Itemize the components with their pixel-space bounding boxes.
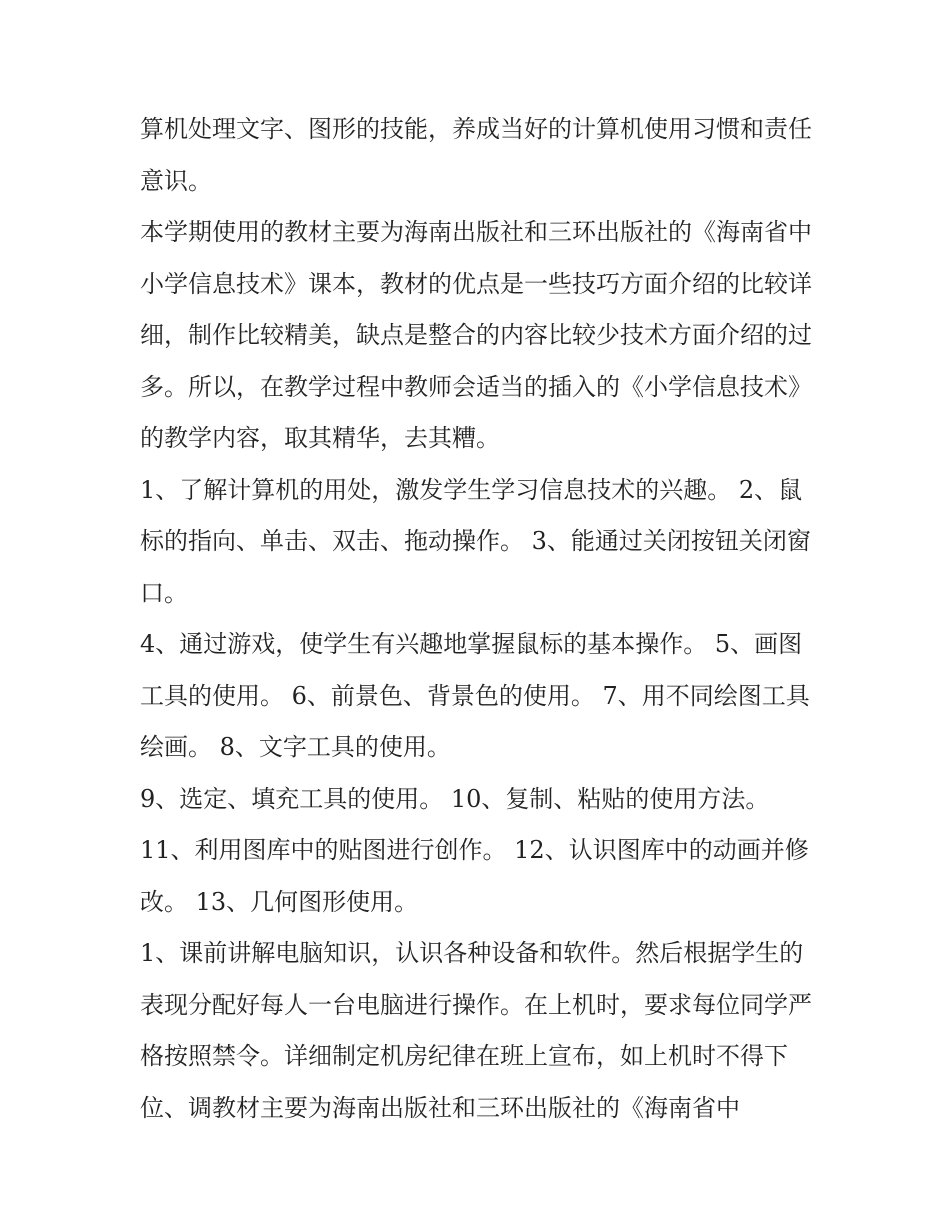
paragraph-5: 9、选定、填充工具的使用。 10、复制、粘贴的使用方法。 <box>140 784 770 813</box>
paragraph-7: 1、课前讲解电脑知识，认识各种设备和软件。然后根据学生的表现分配好每人一台电脑进行操作。在上机时，要求每位同学严格按照禁令。详细制定机房纪律在班上宣布，如上机时不得下位、调教材主要为海南出版社和三环出版社的《海南省中 <box>140 939 812 1122</box>
paragraph-4: 4、通过游戏，使学生有兴趣地掌握鼠标的基本操作。 5、画图工具的使用。 6、前景色、背景色的使用。 7、用不同绘图工具绘画。 8、文字工具的使用。 <box>140 630 810 761</box>
document-body <box>140 104 820 1134</box>
paragraph-2: 本学期使用的教材主要为海南出版社和三环出版社的《海南省中小学信息技术》课本，教材的优点是一些技巧方面介绍的比较详细，制作比较精美，缺点是整合的内容比较少技术方面介绍的过多。所以，在教学过程中教师会适当的插入的《小学信息技术》的教学内容，取其精华，去其糟。 <box>140 218 812 452</box>
paragraph-3: 1、了解计算机的用处，激发学生学习信息技术的兴趣。 2、鼠标的指向、单击、双击、拖动操作。 3、能通过关闭按钮关闭窗口。 <box>140 475 811 607</box>
paragraph-6: 11、利用图库中的贴图进行创作。 12、认识图库中的动画并修改。 13、几何图形使用。 <box>140 836 809 916</box>
paragraph-1: 算机处理文字、图形的技能，养成当好的计算机使用习惯和责任意识。 <box>140 115 812 195</box>
